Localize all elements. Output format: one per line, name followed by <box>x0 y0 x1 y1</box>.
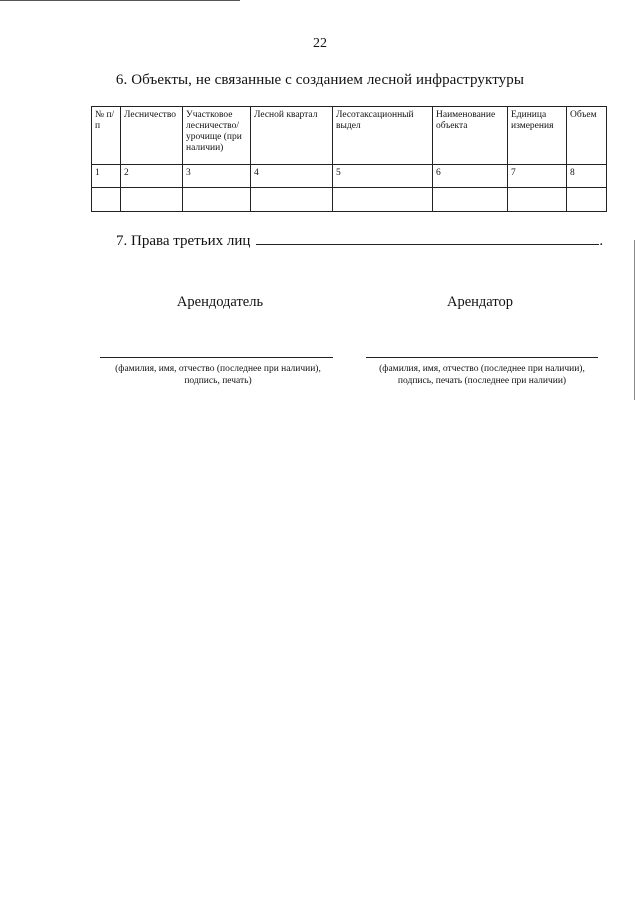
fill-in-line <box>256 232 599 245</box>
lessee-caption-line-1: (фамилия, имя, отчество (последнее при наличии), <box>379 364 585 374</box>
lessor-signature-caption <box>88 363 348 387</box>
lessee-title: Арендатор <box>446 294 513 310</box>
lessee-signature-line <box>366 357 598 358</box>
table-cell-empty <box>121 188 183 212</box>
objects-table <box>91 106 607 212</box>
lessor-title: Арендодатель <box>176 294 264 310</box>
table-cell: 8 <box>567 165 607 188</box>
header-cell-district-forestry: Участковое лесничество/ урочище (при наличии) <box>183 107 251 165</box>
section-7-third-party-rights <box>116 232 603 250</box>
table-cell-empty <box>251 188 333 212</box>
table-cell: 7 <box>508 165 567 188</box>
lessor-caption-line-1: (фамилия, имя, отчество (последнее при наличии), <box>115 364 321 374</box>
scan-right-edge-mark <box>634 240 635 400</box>
table-cell: 4 <box>251 165 333 188</box>
table-cell: 5 <box>333 165 433 188</box>
table-cell: 1 <box>92 165 121 188</box>
scan-top-edge-line <box>0 0 240 1</box>
lessee-caption-line-2: подпись, печать (последнее при наличии) <box>397 376 567 386</box>
table-cell: 3 <box>183 165 251 188</box>
lessor-caption-line-2: подпись, печать) <box>184 376 252 386</box>
header-cell-taxation-unit: Лесотаксационный выдел <box>333 107 433 165</box>
lessee-signature-caption <box>352 363 612 387</box>
header-cell-object-name: Наименование объекта <box>433 107 508 165</box>
table-cell-empty <box>333 188 433 212</box>
page-number: 22 <box>313 36 327 51</box>
table-row-column-numbers <box>92 165 607 188</box>
header-cell-volume: Объем <box>567 107 607 165</box>
header-cell-forestry: Лесничество <box>121 107 183 165</box>
lessor-signature-line <box>100 357 333 358</box>
header-cell-number: № п/п <box>92 107 121 165</box>
table-header-row <box>92 107 607 165</box>
table-cell-empty <box>508 188 567 212</box>
table-cell-empty <box>92 188 121 212</box>
header-cell-forest-quarter: Лесной квартал <box>251 107 333 165</box>
section-6-title: 6. Объекты, не связанные с созданием лесной инфраструктуры <box>115 72 525 88</box>
table-cell-empty <box>433 188 508 212</box>
table-cell-empty <box>567 188 607 212</box>
table-cell: 6 <box>433 165 508 188</box>
table-row-empty <box>92 188 607 212</box>
header-cell-unit: Единица измерения <box>508 107 567 165</box>
section-7-title: 7. Права третьих лиц <box>116 233 251 249</box>
table-cell: 2 <box>121 165 183 188</box>
section-7-trailing-period: . <box>599 233 604 249</box>
table-cell-empty <box>183 188 251 212</box>
